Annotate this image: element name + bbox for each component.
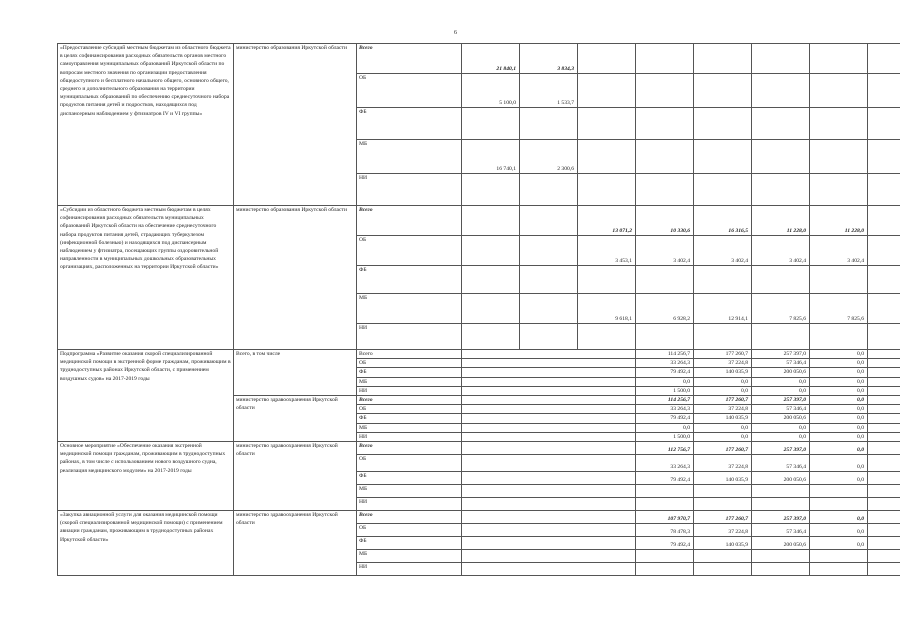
empty-cell	[868, 44, 900, 74]
amount-cell: 16 740,1	[462, 140, 520, 174]
amount-cell	[752, 140, 810, 174]
amount-cell	[752, 498, 810, 511]
empty-cell	[868, 108, 900, 140]
amount-cell: 78 478,3	[636, 524, 694, 537]
empty-cell	[868, 386, 900, 395]
empty-cell	[462, 537, 636, 550]
amount-cell	[810, 563, 868, 576]
amount-cell: 0,0	[636, 377, 694, 386]
empty-cell	[462, 359, 636, 368]
amount-cell: 0,0	[810, 432, 868, 441]
empty-cell	[868, 377, 900, 386]
amount-cell	[810, 140, 868, 174]
empty-cell	[868, 442, 900, 455]
amount-cell	[694, 324, 752, 350]
empty-cell	[462, 423, 636, 432]
funding-source-cell: ОБ	[357, 236, 462, 266]
empty-cell	[868, 74, 900, 108]
amount-cell	[636, 563, 694, 576]
empty-cell	[462, 511, 636, 524]
amount-cell: 0,0	[752, 432, 810, 441]
amount-cell: 0,0	[810, 442, 868, 455]
amount-cell: 107 970,7	[636, 511, 694, 524]
empty-cell	[868, 563, 900, 576]
funding-source-cell: ФБ	[357, 537, 462, 550]
amount-cell	[752, 44, 810, 74]
amount-cell: 0,0	[810, 377, 868, 386]
funding-source-cell: МБ	[357, 140, 462, 174]
funding-source-cell: ФБ	[357, 266, 462, 294]
funding-source-cell: Всего	[357, 442, 462, 455]
empty-cell	[868, 266, 900, 294]
amount-cell	[752, 266, 810, 294]
amount-cell: 0,0	[810, 537, 868, 550]
funding-source-cell: Всего	[357, 396, 462, 405]
amount-cell: 11 228,0	[810, 206, 868, 236]
amount-cell	[520, 324, 578, 350]
amount-cell: 0,0	[810, 511, 868, 524]
amount-cell: 79 492,4	[636, 368, 694, 377]
table-row	[58, 511, 900, 524]
amount-cell	[578, 108, 636, 140]
funding-source-cell: ФБ	[357, 108, 462, 140]
amount-cell	[694, 266, 752, 294]
empty-cell	[462, 485, 636, 498]
funding-source-cell: Всего	[357, 350, 462, 359]
amount-cell: 21 840,1	[462, 44, 520, 74]
amount-cell: 1 533,7	[520, 74, 578, 108]
empty-cell	[868, 537, 900, 550]
amount-cell	[694, 74, 752, 108]
empty-cell	[868, 432, 900, 441]
amount-cell	[636, 324, 694, 350]
empty-cell	[868, 236, 900, 266]
empty-cell	[462, 442, 636, 455]
amount-cell: 37 224,8	[694, 524, 752, 537]
amount-cell: 177 260,7	[694, 442, 752, 455]
amount-cell: 140 035,9	[694, 414, 752, 423]
funding-source-cell: ФБ	[357, 414, 462, 423]
amount-cell: 0,0	[810, 386, 868, 395]
empty-cell	[462, 550, 636, 563]
amount-cell: 0,0	[810, 405, 868, 414]
amount-cell	[752, 550, 810, 563]
amount-cell	[636, 140, 694, 174]
funding-source-cell: МБ	[357, 423, 462, 432]
amount-cell: 12 914,1	[694, 294, 752, 324]
amount-cell	[694, 108, 752, 140]
funding-source-cell: НИ	[357, 498, 462, 511]
amount-cell	[810, 44, 868, 74]
amount-cell	[810, 550, 868, 563]
amount-cell: 9 618,1	[578, 294, 636, 324]
amount-cell: 0,0	[694, 432, 752, 441]
amount-cell: 1 500,0	[636, 432, 694, 441]
amount-cell: 257 397,0	[752, 511, 810, 524]
amount-cell	[520, 294, 578, 324]
amount-cell: 177 260,7	[694, 511, 752, 524]
activity-name: Основное мероприятие «Обеспечение оказания экстренной медицинской помощи гражданам, проживающим в труднодоступных районах, в том числе с использованием нового воздушного судна, реализация медицинского модулем» на 2017-2019 годы	[58, 442, 234, 511]
empty-cell	[868, 174, 900, 206]
amount-cell: 0,0	[810, 414, 868, 423]
amount-cell	[752, 485, 810, 498]
amount-cell	[752, 324, 810, 350]
amount-cell: 200 050,6	[752, 414, 810, 423]
amount-cell	[578, 324, 636, 350]
table-row	[58, 206, 900, 236]
amount-cell	[810, 485, 868, 498]
amount-cell: 37 224,8	[694, 359, 752, 368]
amount-cell	[810, 498, 868, 511]
amount-cell	[752, 74, 810, 108]
amount-cell: 57 346,4	[752, 455, 810, 472]
amount-cell: 3 453,1	[578, 236, 636, 266]
amount-cell	[694, 563, 752, 576]
executor-cell: министерство здравоохранения Иркутской области	[234, 396, 357, 442]
empty-cell	[462, 414, 636, 423]
empty-cell	[462, 455, 636, 472]
empty-cell	[868, 472, 900, 485]
empty-cell	[868, 455, 900, 472]
amount-cell: 3 402,4	[810, 236, 868, 266]
amount-cell: 6 928,2	[636, 294, 694, 324]
amount-cell	[636, 498, 694, 511]
empty-cell	[462, 498, 636, 511]
empty-cell	[462, 432, 636, 441]
amount-cell: 0,0	[752, 377, 810, 386]
executor-cell: Всего, в том числе	[234, 350, 357, 396]
amount-cell	[810, 324, 868, 350]
empty-cell	[868, 524, 900, 537]
amount-cell: 140 035,9	[694, 472, 752, 485]
amount-cell: 0,0	[810, 396, 868, 405]
amount-cell: 5 100,0	[462, 74, 520, 108]
executor-cell: министерство образования Иркутской области	[234, 44, 357, 206]
funding-source-cell: МБ	[357, 294, 462, 324]
amount-cell: 0,0	[810, 359, 868, 368]
funding-source-cell: МБ	[357, 377, 462, 386]
amount-cell	[694, 174, 752, 206]
funding-source-cell: МБ	[357, 485, 462, 498]
empty-cell	[462, 405, 636, 414]
amount-cell: 16 316,5	[694, 206, 752, 236]
funding-source-cell: Всего	[357, 44, 462, 74]
empty-cell	[462, 396, 636, 405]
activity-name: «Предоставление субсидий местным бюджетам из областного бюджета в целях софинансирования расходных обязательств органов местного самоуправления муниципальных образований Иркутской области по вопросам местного значения по организации предоставления общедоступного и бесплатного начального общего, основного общего, среднего и дополнительного образования на территории муниципальных образований по обеспечению среднесуточного набора продуктов питания детей и подростков, находящихся под диспансерным наблюдением у фтизиатров IV и VI группы»	[58, 44, 234, 206]
empty-cell	[462, 368, 636, 377]
amount-cell	[520, 206, 578, 236]
amount-cell	[636, 108, 694, 140]
funding-source-cell: НИ	[357, 324, 462, 350]
amount-cell: 177 260,7	[694, 350, 752, 359]
activity-name: «Закупка авиационной услуги для оказания медицинской помощи (скорой специализированной медицинской помощи) с применением авиации гражданам, проживающим в труднодоступных районах Иркутской области»	[58, 511, 234, 576]
empty-cell	[868, 140, 900, 174]
executor-cell: министерство здравоохранения Иркутской области	[234, 511, 357, 576]
funding-source-cell: НИ	[357, 386, 462, 395]
funding-source-cell: МБ	[357, 550, 462, 563]
amount-cell	[694, 485, 752, 498]
amount-cell: 200 050,6	[752, 472, 810, 485]
funding-source-cell: ОБ	[357, 524, 462, 537]
page-number: 6	[454, 30, 457, 36]
amount-cell: 0,0	[694, 423, 752, 432]
amount-cell	[694, 44, 752, 74]
amount-cell: 0,0	[810, 423, 868, 432]
empty-cell	[868, 550, 900, 563]
funding-source-cell: ОБ	[357, 359, 462, 368]
amount-cell: 0,0	[810, 472, 868, 485]
empty-cell	[868, 294, 900, 324]
amount-cell: 114 256,7	[636, 350, 694, 359]
amount-cell	[578, 140, 636, 174]
amount-cell: 33 264,3	[636, 455, 694, 472]
funding-source-cell: ОБ	[357, 455, 462, 472]
amount-cell	[810, 74, 868, 108]
amount-cell: 257 397,0	[752, 396, 810, 405]
amount-cell: 112 756,7	[636, 442, 694, 455]
amount-cell: 33 264,3	[636, 359, 694, 368]
amount-cell: 2 300,6	[520, 140, 578, 174]
amount-cell: 11 228,0	[752, 206, 810, 236]
amount-cell: 0,0	[810, 368, 868, 377]
amount-cell	[694, 140, 752, 174]
amount-cell: 3 402,4	[752, 236, 810, 266]
amount-cell	[752, 563, 810, 576]
amount-cell	[520, 174, 578, 206]
amount-cell: 140 035,9	[694, 537, 752, 550]
amount-cell	[578, 266, 636, 294]
empty-cell	[868, 414, 900, 423]
amount-cell: 0,0	[810, 350, 868, 359]
amount-cell	[462, 236, 520, 266]
empty-cell	[462, 377, 636, 386]
amount-cell: 200 050,6	[752, 368, 810, 377]
amount-cell: 57 346,4	[752, 405, 810, 414]
activity-name: «Субсидии из областного бюджета местным бюджетам в целях софинансирования расходных обязательств муниципальных образований Иркутской области на обеспечение среднесуточного набора продуктов питания детей, страдающих туберкулезом (инфекционной болезнью) и находящихся под диспансерным наблюдением у фтизиатра, посещающих группы оздоровительной направленности в муниципальных дошкольных образовательных организациях, расположенных на территории Иркутской области»	[58, 206, 234, 350]
amount-cell	[636, 74, 694, 108]
amount-cell: 3 402,4	[694, 236, 752, 266]
empty-cell	[868, 359, 900, 368]
amount-cell: 79 492,4	[636, 414, 694, 423]
amount-cell: 57 346,4	[752, 359, 810, 368]
amount-cell: 0,0	[752, 386, 810, 395]
table-row	[58, 44, 900, 74]
amount-cell	[810, 174, 868, 206]
activity-name: Подпрограмма «Развитие оказания скорой специализированной медицинской помощи в экстренной форме гражданам, проживающим в труднодоступных районах Иркутской области, с применением воздушных судов» на 2017-2019 годы	[58, 350, 234, 442]
amount-cell	[694, 498, 752, 511]
amount-cell	[752, 108, 810, 140]
empty-cell	[868, 350, 900, 359]
amount-cell: 10 330,6	[636, 206, 694, 236]
funding-source-cell: НИ	[357, 174, 462, 206]
amount-cell: 3 402,4	[636, 236, 694, 266]
table-row	[58, 350, 900, 359]
empty-cell	[462, 563, 636, 576]
amount-cell	[578, 74, 636, 108]
amount-cell: 200 050,6	[752, 537, 810, 550]
empty-cell	[868, 324, 900, 350]
empty-cell	[868, 511, 900, 524]
empty-cell	[462, 386, 636, 395]
amount-cell: 79 492,4	[636, 537, 694, 550]
funding-source-cell: ОБ	[357, 405, 462, 414]
empty-cell	[462, 350, 636, 359]
amount-cell	[636, 266, 694, 294]
amount-cell: 177 260,7	[694, 396, 752, 405]
funding-source-cell: Всего	[357, 206, 462, 236]
amount-cell: 33 264,3	[636, 405, 694, 414]
amount-cell: 7 825,6	[752, 294, 810, 324]
executor-cell: министерство образования Иркутской области	[234, 206, 357, 350]
amount-cell	[810, 108, 868, 140]
empty-cell	[868, 498, 900, 511]
amount-cell	[462, 266, 520, 294]
empty-cell	[462, 524, 636, 537]
funding-source-cell: ФБ	[357, 368, 462, 377]
amount-cell: 0,0	[694, 386, 752, 395]
funding-source-cell: ОБ	[357, 74, 462, 108]
amount-cell	[462, 174, 520, 206]
amount-cell	[520, 236, 578, 266]
amount-cell	[636, 44, 694, 74]
amount-cell	[462, 108, 520, 140]
amount-cell	[520, 266, 578, 294]
empty-cell	[868, 405, 900, 414]
amount-cell: 0,0	[752, 423, 810, 432]
amount-cell: 140 035,9	[694, 368, 752, 377]
amount-cell: 114 256,7	[636, 396, 694, 405]
amount-cell: 0,0	[810, 524, 868, 537]
amount-cell: 0,0	[636, 423, 694, 432]
budget-table	[57, 43, 900, 576]
empty-cell	[868, 423, 900, 432]
empty-cell	[868, 485, 900, 498]
amount-cell: 257 397,0	[752, 442, 810, 455]
amount-cell: 37 224,8	[694, 405, 752, 414]
empty-cell	[868, 396, 900, 405]
amount-cell	[752, 174, 810, 206]
amount-cell	[636, 174, 694, 206]
funding-source-cell: ФБ	[357, 472, 462, 485]
amount-cell: 0,0	[810, 455, 868, 472]
amount-cell	[462, 206, 520, 236]
amount-cell: 0,0	[694, 377, 752, 386]
empty-cell	[868, 206, 900, 236]
amount-cell: 1 500,0	[636, 386, 694, 395]
amount-cell	[578, 174, 636, 206]
amount-cell	[462, 294, 520, 324]
table-row	[58, 442, 900, 455]
amount-cell: 7 825,6	[810, 294, 868, 324]
amount-cell: 13 071,2	[578, 206, 636, 236]
amount-cell: 37 224,8	[694, 455, 752, 472]
amount-cell	[520, 108, 578, 140]
funding-source-cell: НИ	[357, 432, 462, 441]
empty-cell	[462, 472, 636, 485]
amount-cell	[636, 550, 694, 563]
empty-cell	[868, 368, 900, 377]
funding-source-cell: Всего	[357, 511, 462, 524]
amount-cell	[694, 550, 752, 563]
amount-cell: 3 834,3	[520, 44, 578, 74]
amount-cell	[578, 44, 636, 74]
amount-cell: 57 346,4	[752, 524, 810, 537]
funding-source-cell: НИ	[357, 563, 462, 576]
amount-cell	[636, 485, 694, 498]
executor-cell: министерство здравоохранения Иркутской области	[234, 442, 357, 511]
amount-cell: 79 492,4	[636, 472, 694, 485]
amount-cell	[810, 266, 868, 294]
amount-cell	[462, 324, 520, 350]
amount-cell: 257 397,0	[752, 350, 810, 359]
